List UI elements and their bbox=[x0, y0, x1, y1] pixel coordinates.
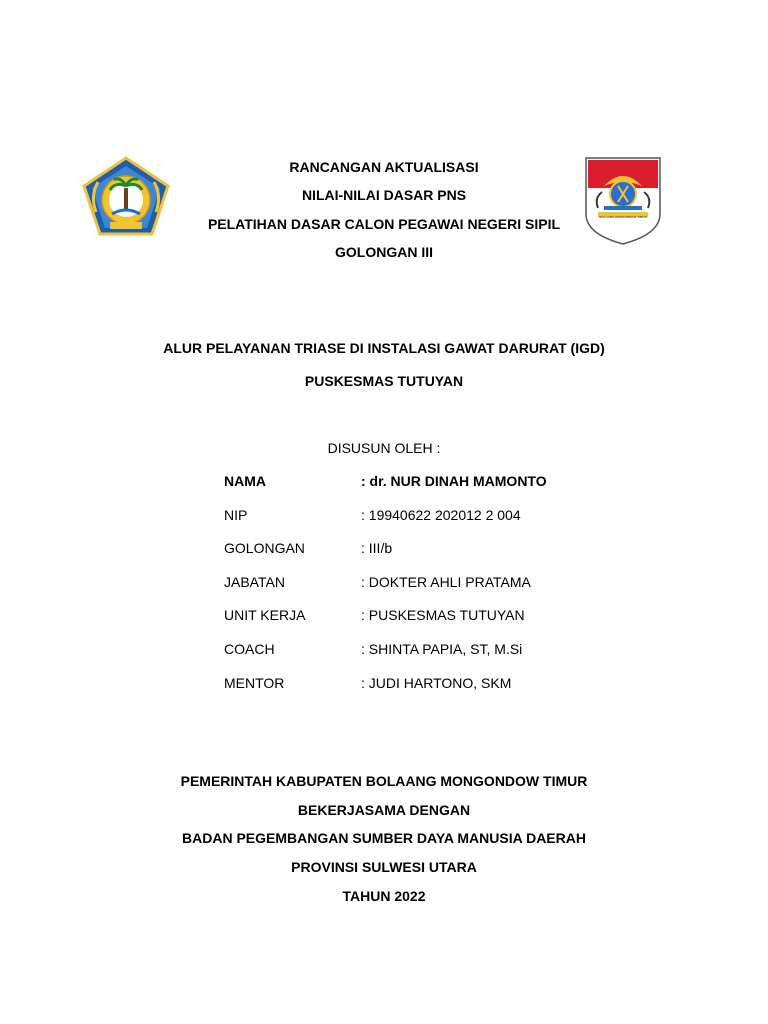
field-value: : SHINTA PAPIA, ST, M.Si bbox=[361, 641, 523, 657]
author-heading: DISUSUN OLEH : bbox=[327, 440, 441, 456]
field-row-nama bbox=[0, 472, 768, 490]
footer-line-2: BEKERJASAMA DENGAN bbox=[297, 802, 471, 818]
field-row-jabatan bbox=[0, 573, 768, 591]
field-label: JABATAN bbox=[224, 574, 285, 590]
field-label: COACH bbox=[224, 641, 275, 657]
footer-line-4: PROVINSI SULWESI UTARA bbox=[291, 859, 477, 875]
header-line-4: GOLONGAN III bbox=[335, 244, 433, 260]
title-line-2: PUSKESMAS TUTUYAN bbox=[304, 373, 464, 389]
header-line-2: NILAI-NILAI DASAR PNS bbox=[301, 187, 467, 203]
field-label: GOLONGAN bbox=[224, 540, 305, 556]
regency-emblem-caption: BOLAANG MONGONDOW TIMUR bbox=[599, 215, 647, 219]
field-value: : 19940622 202012 2 004 bbox=[361, 507, 521, 523]
header-line-1: RANCANGAN AKTUALISASI bbox=[289, 159, 479, 175]
footer-line-5: TAHUN 2022 bbox=[342, 888, 426, 904]
field-row-coach bbox=[0, 640, 768, 658]
field-label: NAMA bbox=[224, 473, 266, 489]
field-row-nip bbox=[0, 506, 768, 524]
footer-line-3: BADAN PEGEMBANGAN SUMBER DAYA MANUSIA DAERAH bbox=[182, 830, 586, 846]
field-label: UNIT KERJA bbox=[224, 607, 306, 623]
field-value: : III/b bbox=[361, 540, 393, 556]
header-line-3: PELATIHAN DASAR CALON PEGAWAI NEGERI SIPIL bbox=[207, 216, 561, 232]
field-row-mentor bbox=[0, 674, 768, 692]
field-row-golongan bbox=[0, 539, 768, 557]
field-label: MENTOR bbox=[224, 675, 285, 691]
field-value: : DOKTER AHLI PRATAMA bbox=[361, 574, 531, 590]
footer-line-1: PEMERINTAH KABUPATEN BOLAANG MONGONDOW TIMUR bbox=[180, 773, 588, 789]
field-value: : JUDI HARTONO, SKM bbox=[361, 675, 512, 691]
title-line-1: ALUR PELAYANAN TRIASE DI INSTALASI GAWAT DARURAT (IGD) bbox=[163, 340, 605, 356]
field-row-unit-kerja bbox=[0, 606, 768, 624]
field-label: NIP bbox=[224, 507, 248, 523]
field-value: : dr. NUR DINAH MAMONTO bbox=[361, 473, 547, 489]
field-value: : PUSKESMAS TUTUYAN bbox=[361, 607, 525, 623]
